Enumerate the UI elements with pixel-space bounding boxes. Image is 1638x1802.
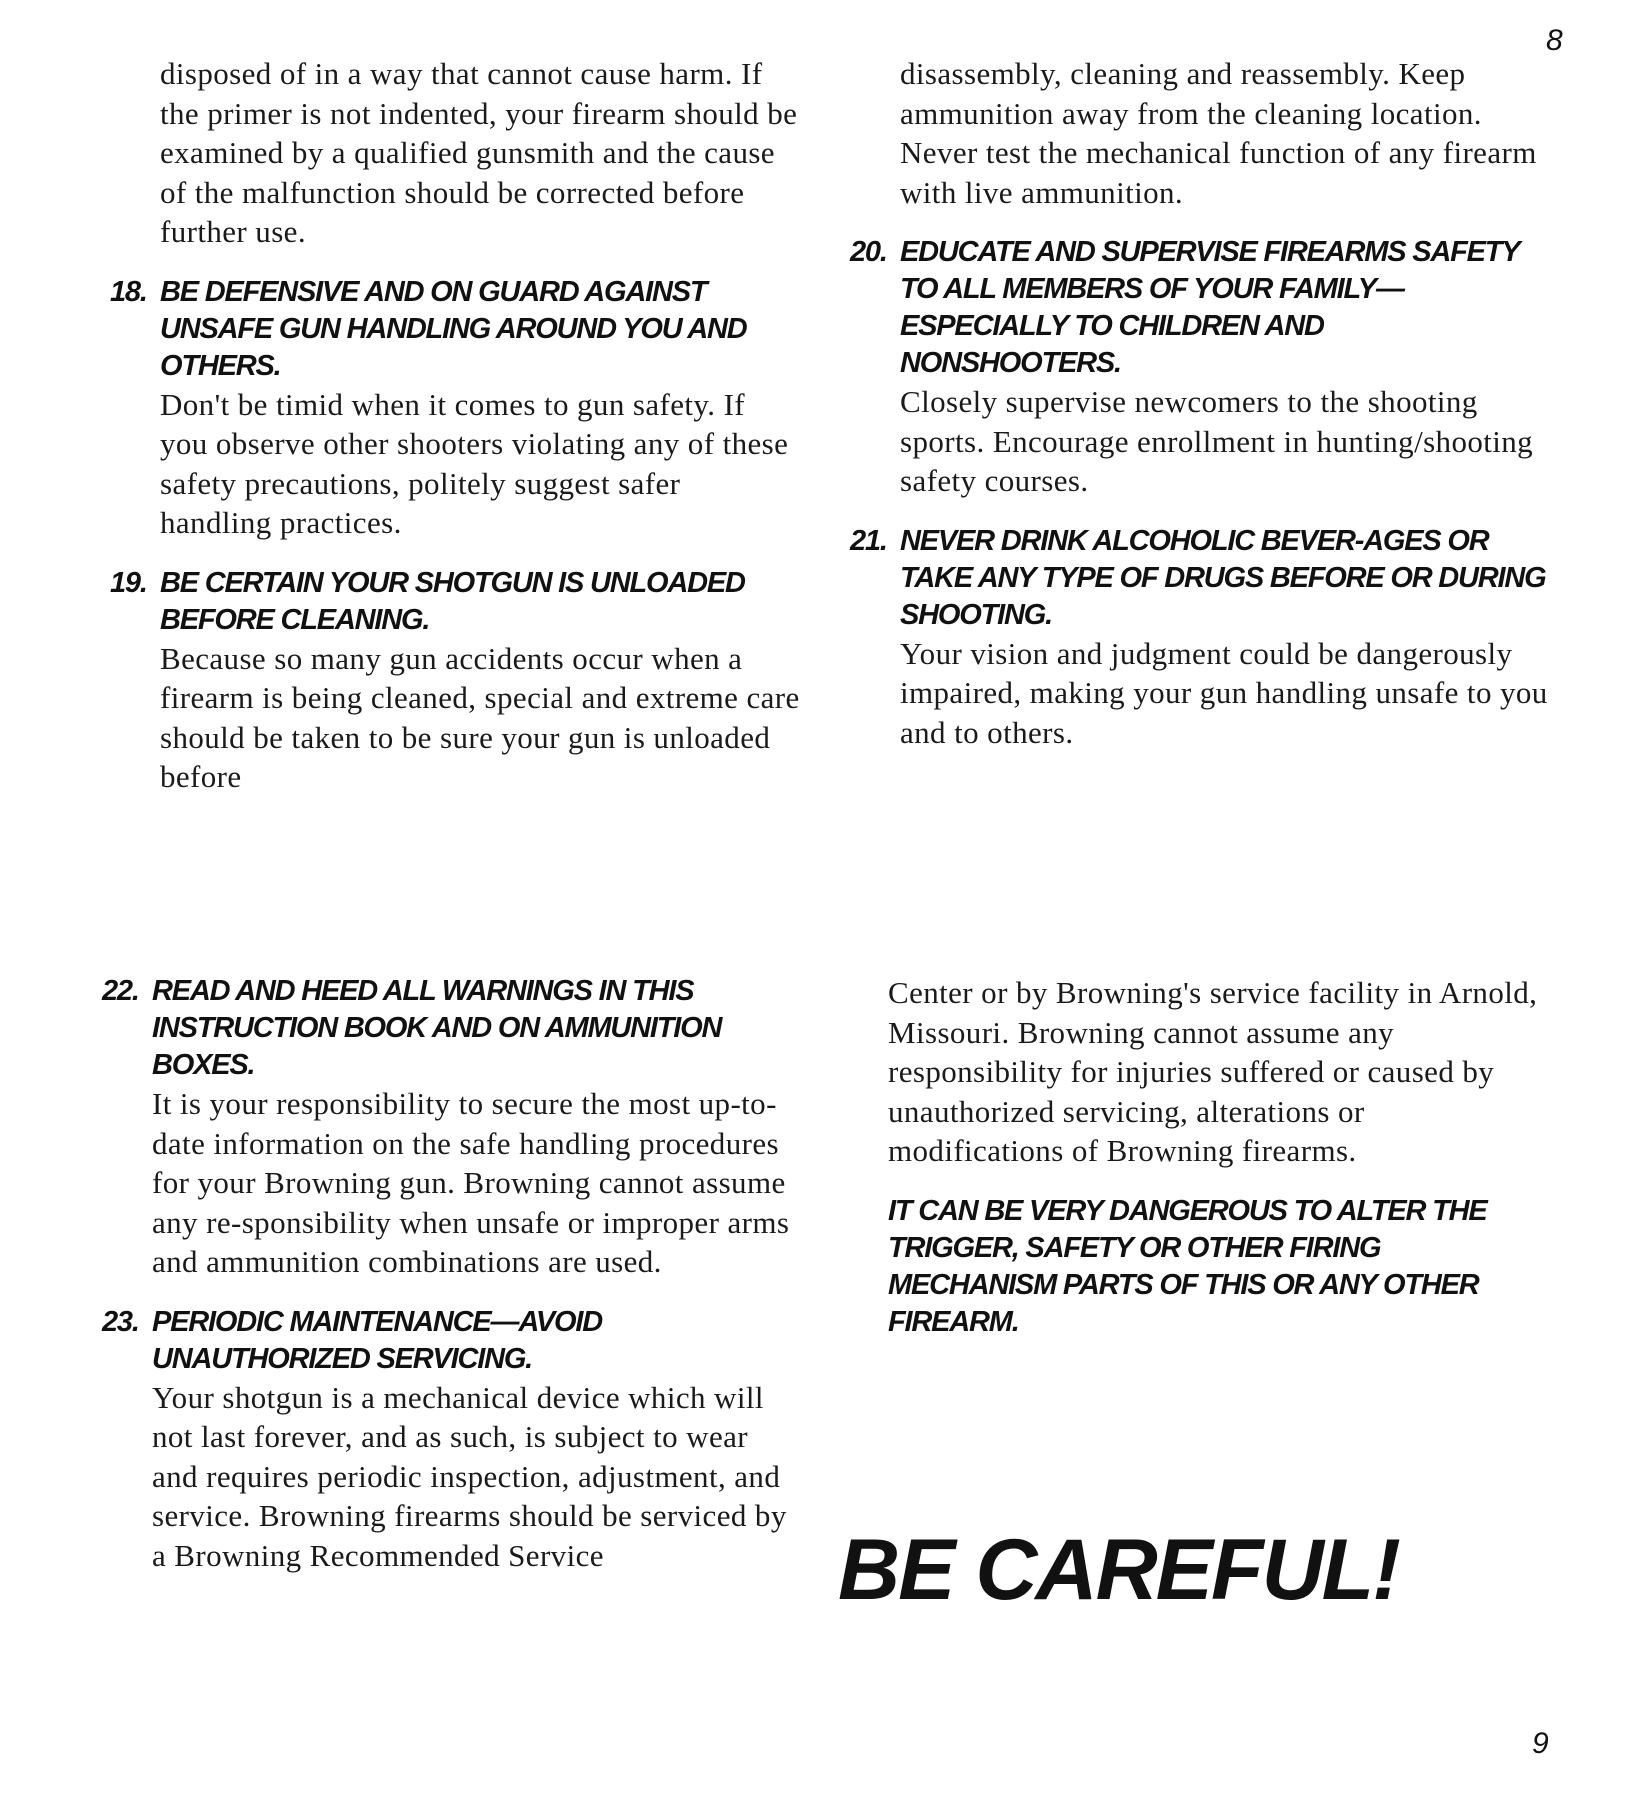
item-number: 23. <box>102 1305 139 1338</box>
right-column <box>888 973 1548 1341</box>
item-body: Your shotgun is a mechanical device which will not last forever, and as such, is subject to wear and requires periodic inspection, adjustment, and service. Browning firearms should be serviced by a Browning Recommended Service <box>152 1379 787 1573</box>
item-number: 22. <box>102 975 139 1007</box>
item-heading: BE CERTAIN YOUR SHOTGUN IS UNLOADED BEFORE CLEANING. <box>160 566 745 636</box>
left-column <box>102 973 802 1575</box>
item-number: 21. <box>850 524 887 557</box>
item-heading: BE DEFENSIVE AND ON GUARD AGAINST UNSAFE GUN HANDLING AROUND YOU AND OTHERS. <box>160 275 747 382</box>
left-column <box>110 54 800 797</box>
item-body: Your vision and judgment could be dangerously impaired, making your gun handling unsafe to you and to others. <box>900 635 1548 750</box>
continuation-text: disposed of in a way that cannot cause harm. If the primer is not indented, your firearm should be examined by a qualified gunsmith and the cause of the malfunction should be corrected before further use. <box>160 56 798 249</box>
safety-item-18 <box>110 274 800 543</box>
continuation-text: disassembly, cleaning and reassembly. Keep ammunition away from the cleaning location. Never test the mechanical function of any firearm with live ammunition. <box>900 56 1537 210</box>
item-body: Closely supervise newcomers to the shooting sports. Encourage enrollment in hunting/shooting safety courses. <box>900 384 1534 498</box>
safety-item-22 <box>102 973 802 1282</box>
page-number: 9 <box>1532 1727 1549 1760</box>
safety-item-20 <box>850 234 1550 501</box>
item-number: 18. <box>110 275 147 308</box>
be-careful-callout: BE CAREFUL! <box>838 1522 1399 1618</box>
safety-item-21 <box>850 523 1550 753</box>
item-body: It is your responsibility to secure the most up-to-date information on the safe handling procedures for your Browning gun. Browning cannot assume any re-sponsibility when unsafe or improper arms and ammunition combinations are used. <box>152 1086 790 1279</box>
item-heading: READ AND HEED ALL WARNINGS IN THIS INSTRUCTION BOOK AND ON AMMUNITION BOXES. <box>152 975 722 1081</box>
item-number: 20. <box>850 236 887 268</box>
page-number: 8 <box>1546 24 1563 57</box>
right-column <box>850 54 1550 752</box>
item-heading: EDUCATE AND SUPERVISE FIREARMS SAFETY TO ALL MEMBERS OF YOUR FAMILY— ESPECIALLY TO CHILDREN AND NONSHOOTERS. <box>900 236 1519 379</box>
safety-item-23 <box>102 1304 802 1576</box>
item-heading: NEVER DRINK ALCOHOLIC BEVER-AGES OR TAKE ANY TYPE OF DRUGS BEFORE OR DURING SHOOTING. <box>900 524 1546 631</box>
continuation-text: Center or by Browning's service facility in Arnold, Missouri. Browning cannot assume any responsibility for injuries suffered or caused by unauthorized servicing, alterations or modifications of Browning firearms. <box>888 975 1538 1168</box>
safety-item-19 <box>110 565 800 797</box>
trigger-warning: IT CAN BE VERY DANGEROUS TO ALTER THE TRIGGER, SAFETY OR OTHER FIRING MECHANISM PARTS OF THIS OR ANY OTHER FIREARM. <box>888 1194 1487 1338</box>
item-heading: PERIODIC MAINTENANCE—AVOID UNAUTHORIZED SERVICING. <box>152 1305 603 1375</box>
page-9 <box>0 901 1638 1802</box>
item-body: Because so many gun accidents occur when a firearm is being cleaned, special and extreme care should be taken to be sure your gun is unloaded before <box>160 640 800 794</box>
item-body: Don't be timid when it comes to gun safety. If you observe other shooters violating any of these safety precautions, politely suggest safer handling practices. <box>160 386 789 540</box>
item-number: 19. <box>110 566 147 599</box>
